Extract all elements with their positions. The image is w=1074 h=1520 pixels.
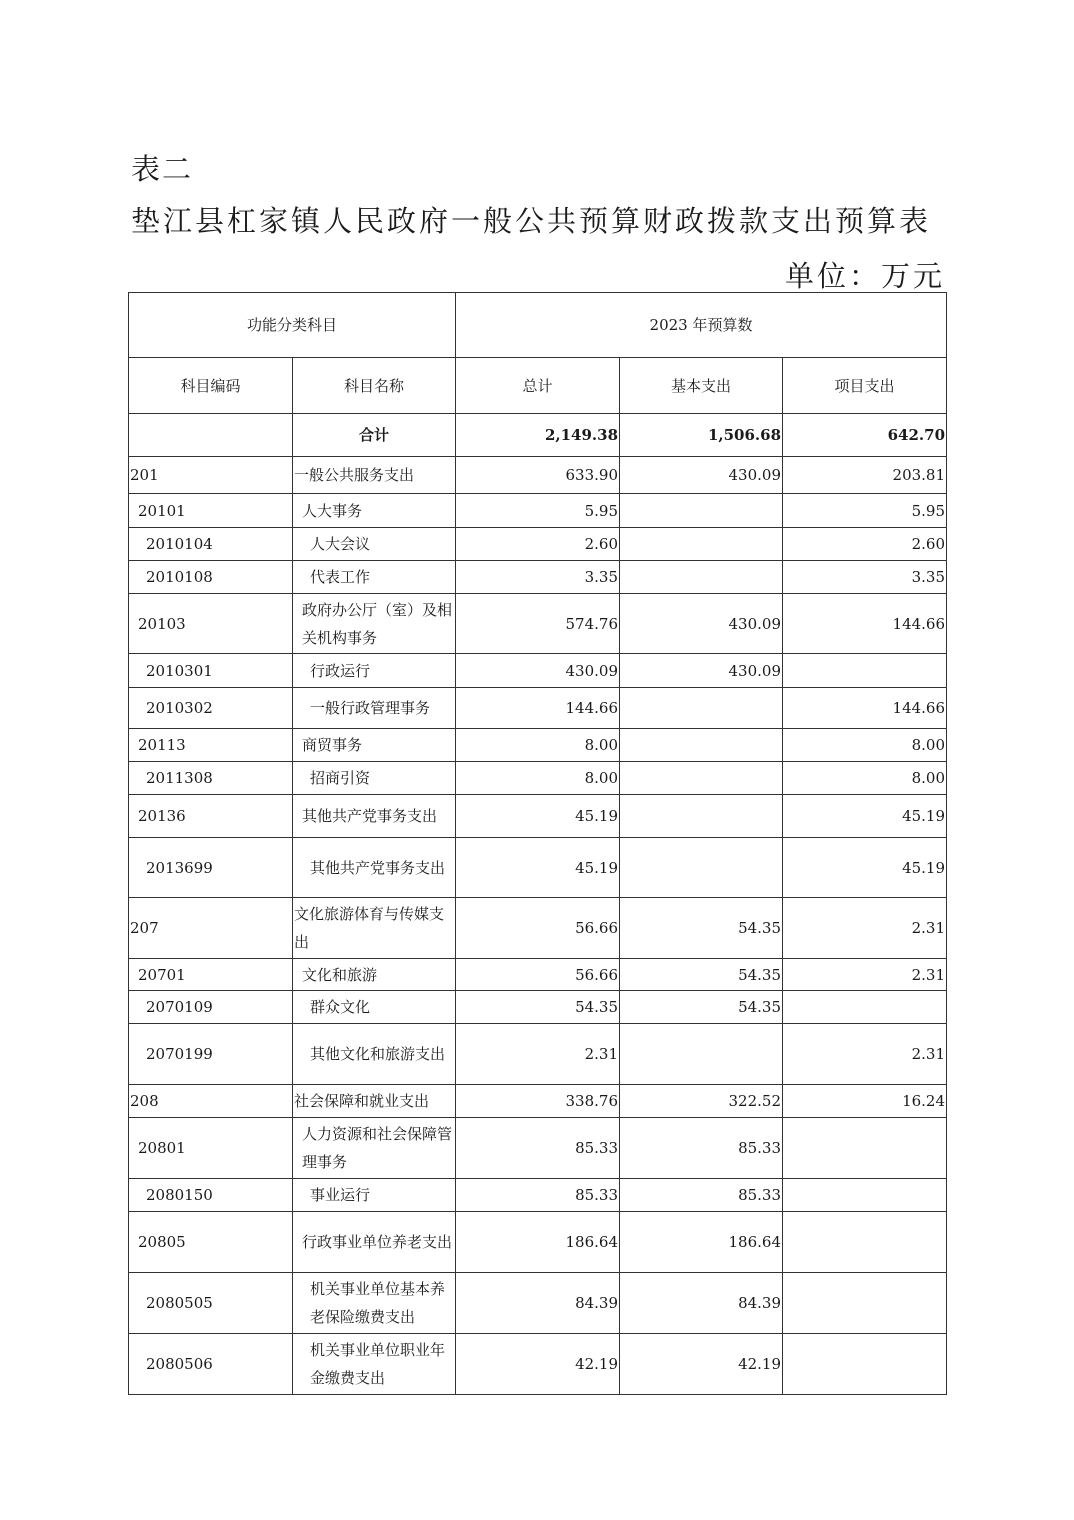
row-total-cell: 85.33 bbox=[456, 1179, 620, 1212]
row-code-cell: 2010301 bbox=[129, 654, 293, 688]
table-row bbox=[129, 1334, 947, 1395]
row-name-cell: 机关事业单位基本养老保险缴费支出 bbox=[293, 1273, 456, 1334]
table-row bbox=[129, 688, 947, 729]
row-basic-cell bbox=[620, 494, 783, 528]
row-code-cell: 20101 bbox=[129, 494, 293, 528]
row-code-cell: 201 bbox=[129, 457, 293, 494]
row-code-cell: 20805 bbox=[129, 1212, 293, 1273]
row-name-cell: 人大事务 bbox=[293, 494, 456, 528]
row-name-cell: 招商引资 bbox=[293, 762, 456, 795]
row-project-cell: 3.35 bbox=[783, 561, 947, 594]
document-title: 垫江县杠家镇人民政府一般公共预算财政拨款支出预算表 bbox=[131, 204, 932, 238]
row-project-cell: 144.66 bbox=[783, 688, 947, 729]
row-basic-cell: 430.09 bbox=[620, 457, 783, 494]
unit-label: 单位：万元 bbox=[784, 259, 945, 293]
row-basic-cell: 430.09 bbox=[620, 594, 783, 654]
row-code-cell: 2080505 bbox=[129, 1273, 293, 1334]
row-basic-cell bbox=[620, 688, 783, 729]
table-row bbox=[129, 898, 947, 959]
row-code-cell: 2010104 bbox=[129, 528, 293, 561]
row-project-cell: 45.19 bbox=[783, 795, 947, 838]
row-total-cell: 2.60 bbox=[456, 528, 620, 561]
row-basic-cell: 430.09 bbox=[620, 654, 783, 688]
column-header-basic: 基本支出 bbox=[620, 358, 783, 414]
row-code-cell: 20113 bbox=[129, 729, 293, 762]
total-basic-cell: 1,506.68 bbox=[620, 414, 783, 457]
row-name-cell: 政府办公厅（室）及相关机构事务 bbox=[293, 594, 456, 654]
row-code-cell: 2080506 bbox=[129, 1334, 293, 1395]
row-name-cell: 机关事业单位职业年金缴费支出 bbox=[293, 1334, 456, 1395]
row-project-cell bbox=[783, 1179, 947, 1212]
row-name-cell: 其他文化和旅游支出 bbox=[293, 1024, 456, 1085]
row-total-cell: 338.76 bbox=[456, 1085, 620, 1118]
row-code-cell: 2070109 bbox=[129, 991, 293, 1024]
row-code-cell: 207 bbox=[129, 898, 293, 959]
row-code-cell: 2070199 bbox=[129, 1024, 293, 1085]
row-total-cell: 3.35 bbox=[456, 561, 620, 594]
column-header-code: 科目编码 bbox=[129, 358, 293, 414]
row-basic-cell: 322.52 bbox=[620, 1085, 783, 1118]
row-code-cell: 2013699 bbox=[129, 838, 293, 898]
row-total-cell: 430.09 bbox=[456, 654, 620, 688]
row-name-cell: 人大会议 bbox=[293, 528, 456, 561]
row-name-cell: 代表工作 bbox=[293, 561, 456, 594]
table-row bbox=[129, 838, 947, 898]
row-project-cell: 16.24 bbox=[783, 1085, 947, 1118]
row-project-cell: 45.19 bbox=[783, 838, 947, 898]
row-basic-cell bbox=[620, 762, 783, 795]
total-row bbox=[129, 414, 947, 457]
table-row bbox=[129, 594, 947, 654]
row-code-cell: 2011308 bbox=[129, 762, 293, 795]
row-code-cell: 20103 bbox=[129, 594, 293, 654]
row-total-cell: 45.19 bbox=[456, 795, 620, 838]
table-row bbox=[129, 457, 947, 494]
row-name-cell: 商贸事务 bbox=[293, 729, 456, 762]
row-name-cell: 一般公共服务支出 bbox=[293, 457, 456, 494]
header-budget-year: 2023 年预算数 bbox=[456, 293, 947, 358]
row-project-cell: 2.31 bbox=[783, 898, 947, 959]
row-basic-cell: 84.39 bbox=[620, 1273, 783, 1334]
row-project-cell: 8.00 bbox=[783, 762, 947, 795]
total-total-cell: 2,149.38 bbox=[456, 414, 620, 457]
row-total-cell: 144.66 bbox=[456, 688, 620, 729]
row-name-cell: 行政事业单位养老支出 bbox=[293, 1212, 456, 1273]
row-project-cell bbox=[783, 1334, 947, 1395]
row-basic-cell: 54.35 bbox=[620, 959, 783, 991]
row-project-cell: 8.00 bbox=[783, 729, 947, 762]
row-project-cell bbox=[783, 1212, 947, 1273]
column-header-name: 科目名称 bbox=[293, 358, 456, 414]
header-group-row bbox=[129, 293, 947, 358]
row-name-cell: 行政运行 bbox=[293, 654, 456, 688]
row-code-cell: 208 bbox=[129, 1085, 293, 1118]
row-code-cell: 2080150 bbox=[129, 1179, 293, 1212]
row-total-cell: 84.39 bbox=[456, 1273, 620, 1334]
row-name-cell: 其他共产党事务支出 bbox=[293, 795, 456, 838]
row-name-cell: 其他共产党事务支出 bbox=[293, 838, 456, 898]
table-row bbox=[129, 561, 947, 594]
row-code-cell: 2010302 bbox=[129, 688, 293, 729]
row-basic-cell: 186.64 bbox=[620, 1212, 783, 1273]
row-total-cell: 45.19 bbox=[456, 838, 620, 898]
row-name-cell: 文化和旅游 bbox=[293, 959, 456, 991]
row-name-cell: 群众文化 bbox=[293, 991, 456, 1024]
row-project-cell bbox=[783, 991, 947, 1024]
row-basic-cell: 85.33 bbox=[620, 1179, 783, 1212]
row-basic-cell bbox=[620, 561, 783, 594]
table-row bbox=[129, 1273, 947, 1334]
row-total-cell: 8.00 bbox=[456, 762, 620, 795]
table-row bbox=[129, 654, 947, 688]
table-row bbox=[129, 762, 947, 795]
table-row bbox=[129, 494, 947, 528]
row-project-cell: 203.81 bbox=[783, 457, 947, 494]
table-row bbox=[129, 991, 947, 1024]
row-project-cell bbox=[783, 654, 947, 688]
row-project-cell bbox=[783, 1273, 947, 1334]
table-row bbox=[129, 729, 947, 762]
column-header-total: 总计 bbox=[456, 358, 620, 414]
row-project-cell: 2.60 bbox=[783, 528, 947, 561]
total-name-cell: 合计 bbox=[293, 414, 456, 457]
row-basic-cell: 85.33 bbox=[620, 1118, 783, 1179]
row-basic-cell bbox=[620, 528, 783, 561]
row-name-cell: 文化旅游体育与传媒支出 bbox=[293, 898, 456, 959]
row-basic-cell bbox=[620, 1024, 783, 1085]
total-code-cell bbox=[129, 414, 293, 457]
table-row bbox=[129, 1212, 947, 1273]
row-total-cell: 8.00 bbox=[456, 729, 620, 762]
row-basic-cell bbox=[620, 838, 783, 898]
row-project-cell: 2.31 bbox=[783, 959, 947, 991]
row-basic-cell: 54.35 bbox=[620, 991, 783, 1024]
table-row bbox=[129, 1085, 947, 1118]
header-columns-row bbox=[129, 358, 947, 414]
table-row bbox=[129, 795, 947, 838]
header-function-category: 功能分类科目 bbox=[129, 293, 456, 358]
row-code-cell: 2010108 bbox=[129, 561, 293, 594]
row-total-cell: 2.31 bbox=[456, 1024, 620, 1085]
table-row bbox=[129, 1179, 947, 1212]
row-project-cell: 144.66 bbox=[783, 594, 947, 654]
table-label: 表二 bbox=[131, 152, 194, 186]
row-total-cell: 633.90 bbox=[456, 457, 620, 494]
total-project-cell: 642.70 bbox=[783, 414, 947, 457]
row-basic-cell bbox=[620, 795, 783, 838]
row-code-cell: 20701 bbox=[129, 959, 293, 991]
row-total-cell: 186.64 bbox=[456, 1212, 620, 1273]
row-total-cell: 85.33 bbox=[456, 1118, 620, 1179]
row-code-cell: 20801 bbox=[129, 1118, 293, 1179]
row-total-cell: 56.66 bbox=[456, 959, 620, 991]
row-name-cell: 事业运行 bbox=[293, 1179, 456, 1212]
row-name-cell: 人力资源和社会保障管理事务 bbox=[293, 1118, 456, 1179]
row-name-cell: 社会保障和就业支出 bbox=[293, 1085, 456, 1118]
row-basic-cell: 42.19 bbox=[620, 1334, 783, 1395]
table-row bbox=[129, 1118, 947, 1179]
row-total-cell: 54.35 bbox=[456, 991, 620, 1024]
table-row bbox=[129, 1024, 947, 1085]
row-total-cell: 56.66 bbox=[456, 898, 620, 959]
row-project-cell: 2.31 bbox=[783, 1024, 947, 1085]
budget-table bbox=[128, 292, 947, 1395]
row-total-cell: 5.95 bbox=[456, 494, 620, 528]
row-basic-cell bbox=[620, 729, 783, 762]
row-project-cell bbox=[783, 1118, 947, 1179]
row-total-cell: 574.76 bbox=[456, 594, 620, 654]
table-row bbox=[129, 959, 947, 991]
row-basic-cell: 54.35 bbox=[620, 898, 783, 959]
row-name-cell: 一般行政管理事务 bbox=[293, 688, 456, 729]
row-total-cell: 42.19 bbox=[456, 1334, 620, 1395]
table-row bbox=[129, 528, 947, 561]
column-header-project: 项目支出 bbox=[783, 358, 947, 414]
row-project-cell: 5.95 bbox=[783, 494, 947, 528]
row-code-cell: 20136 bbox=[129, 795, 293, 838]
